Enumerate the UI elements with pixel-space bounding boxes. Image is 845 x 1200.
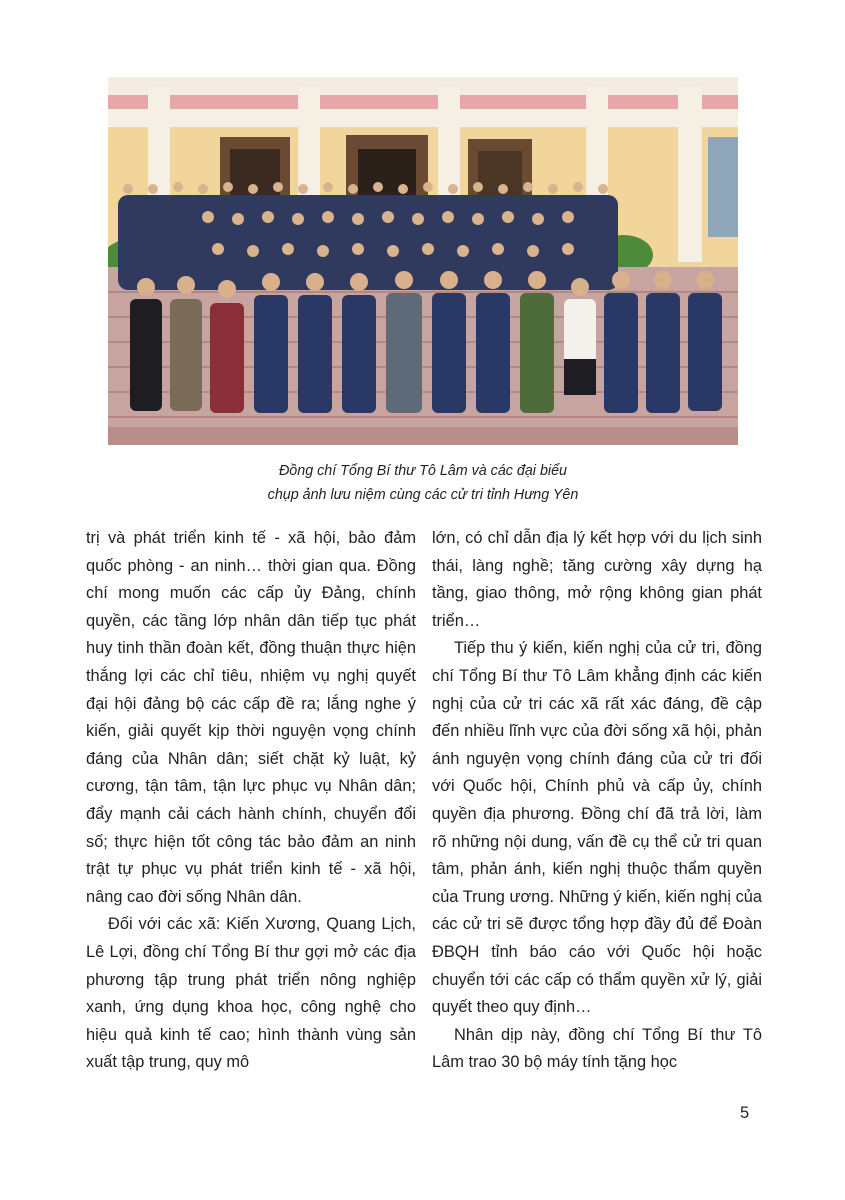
photo-caption [108, 459, 738, 507]
left-paragraph-1: trị và phát triển kinh tế - xã hội, bảo đảm quốc phòng - an ninh… thời gian qua. Đồng chí mong muốn các cấp ủy Đảng, chính quyền, các tầng lớp nhân dân tiếp tục phát huy tinh thần đoàn kết, đồng thuận thực hiện thắng lợi các chỉ tiêu, nhiệm vụ nghị quyết đại hội đảng bộ các cấp đề ra; lắng nghe ý kiến, giải quyết kịp thời nguyện vọng chính đáng của Nhân dân; siết chặt kỷ luật, kỷ cương, tận tâm, tận lực phục vụ Nhân dân; đẩy mạnh cải cách hành chính, chuyển đổi số; thực hiện tốt công tác bảo đảm an ninh trật tự phục vụ phát triển kinh tế - xã hội, nâng cao đời sống Nhân dân. [86, 529, 416, 906]
right-paragraph-1: lớn, có chỉ dẫn địa lý kết hợp với du lịch sinh thái, làng nghề; tăng cường xây dựng hạ tầng, giao thông, mở rộng không gian phát triển… [432, 529, 762, 630]
right-paragraph-3: Nhân dịp này, đồng chí Tổng Bí thư Tô Lâm trao 30 bộ máy tính tặng học [432, 1025, 762, 1072]
right-column [432, 525, 762, 1077]
left-column [86, 525, 416, 1077]
group-photo [108, 77, 738, 445]
left-paragraph-2: Đối với các xã: Kiến Xương, Quang Lịch, Lê Lợi, đồng chí Tổng Bí thư gợi mở các địa phương tập trung phát triển nông nghiệp xanh, ứng dụng khoa học, công nghệ cho hiệu quả kinh tế cao; hình thành vùng sản xuất tập trung, quy mô [86, 915, 416, 1072]
page-number: 5 [740, 1104, 750, 1122]
caption-line-1: Đồng chí Tổng Bí thư Tô Lâm và các đại biểu [278, 463, 567, 479]
right-paragraph-2: Tiếp thu ý kiến, kiến nghị của cử tri, đồng chí Tổng Bí thư Tô Lâm khẳng định các kiến nghị của cử tri các xã rất xác đáng, đề cập đến nhiều lĩnh vực của đời sống xã hội, phản ánh nguyện vọng chính đáng của cử tri đối với Quốc hội, Chính phủ và cấp ủy, chính quyền địa phương. Đồng chí đã trả lời, làm rõ những nội dung, vấn đề cụ thể cử tri quan tâm, phản ánh, kiến nghị thuộc thẩm quyền của Trung ương. Những ý kiến, kiến nghị của các cử tri sẽ được tổng hợp đầy đủ để Đoàn ĐBQH tỉnh báo cáo với Quốc hội hoặc chuyển tới các cấp có thẩm quyền xử lý, giải quyết theo quy định… [432, 639, 762, 1017]
caption-line-2: chụp ảnh lưu niệm cùng các cử tri tỉnh Hưng Yên [267, 487, 579, 503]
